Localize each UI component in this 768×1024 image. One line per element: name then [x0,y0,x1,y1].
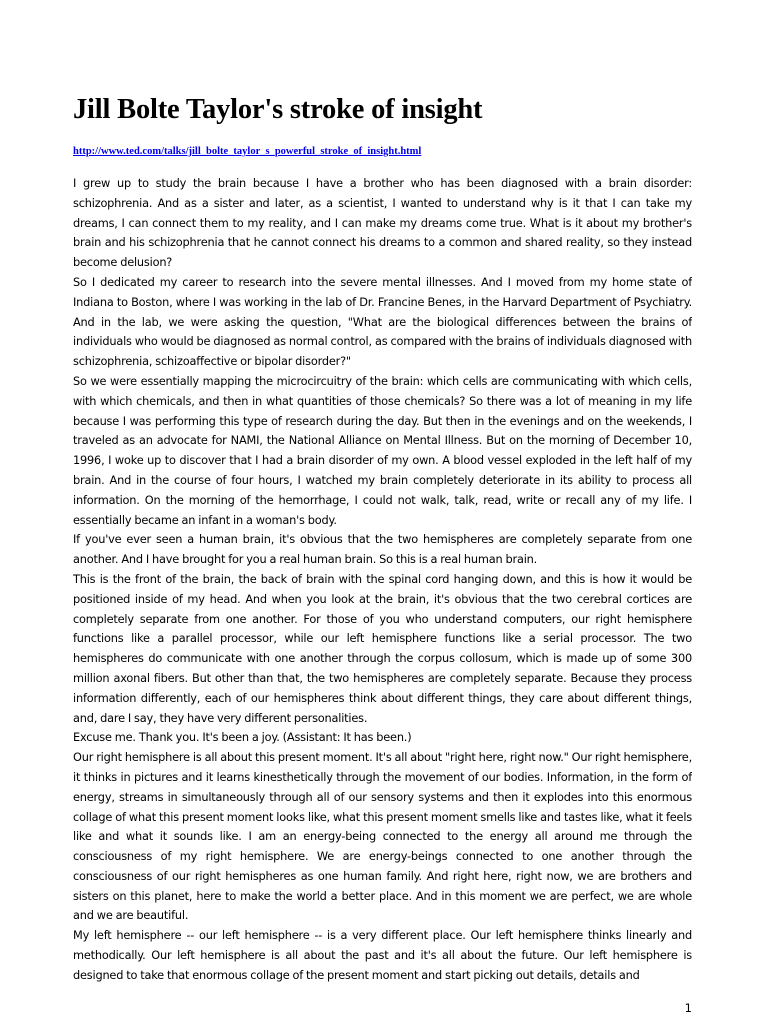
paragraph: Excuse me. Thank you. It's been a joy. (Assistant: It has been.) [73,730,412,745]
paragraph: If you've ever seen a human brain, it's obvious that the two hemispheres are completely separate from one another. And I have brought for you a real human brain. So this is a real human brain. [73,532,692,567]
document-title: Jill Bolte Taylor's stroke of insight [73,94,483,125]
paragraph: So we were essentially mapping the microcircuitry of the brain: which cells are communicating with which cells, with which chemicals, and then in what quantities of those chemicals? So there was a lot of meaning in my life because I was performing this type of research during the day. But then in the evenings and on the weekends, I traveled as an advocate for NAMI, the National Alliance on Mental Illness. But on the morning of December 10, 1996, I woke up to discover that I had a brain disorder of my own. A blood vessel exploded in the left half of my brain. And in the course of four hours, I watched my brain completely deteriorate in its ability to process all information. On the morning of the hemorrhage, I could not walk, talk, read, write or recall any of my life. I essentially became an infant in a woman's body. [73,373,692,527]
source-url-link[interactable]: http://www.ted.com/talks/jill_bolte_taylor_s_powerful_stroke_of_insight.html [73,146,422,157]
paragraph: My left hemisphere -- our left hemisphere -- is a very different place. Our left hemisphere thinks linearly and methodically. Our left hemisphere is all about the past and it's all about the future. Our left hemisphere is designed to take that enormous collage of the present moment and start picking out details, details and [73,928,692,982]
paragraph: This is the front of the brain, the back of brain with the spinal cord hanging down, and this is how it would be positioned inside of my head. And when you look at the brain, it's obvious that the two cerebral cortices are completely separate from one another. For those of you who understand computers, our right hemisphere functions like a parallel processor, while our left hemisphere functions like a serial processor. The two hemispheres do communicate with one another through the corpus collosum, which is made up of some 300 million axonal fibers. But other than that, the two hemispheres are completely separate. Because they process information differently, each of our hemispheres think about different things, they care about different things, and, dare I say, they have very different personalities. [73,571,692,725]
paragraph: So I dedicated my career to research into the severe mental illnesses. And I moved from my home state of Indiana to Boston, where I was working in the lab of Dr. Francine Benes, in the Harvard Department of Psychiatry. And in the lab, we were asking the question, "What are the biological differences between the brains of individuals who would be diagnosed as normal control, as compared with the brains of individuals diagnosed with schizophrenia, schizoaffective or bipolar disorder?" [73,274,692,369]
page-number: 1 [684,1001,692,1015]
paragraph: I grew up to study the brain because I have a brother who has been diagnosed with a brain disorder: schizophrenia. And as a sister and later, as a scientist, I wanted to understand why is it that I can take my dreams, I can connect them to my reality, and I can make my dreams come true. What is it about my brother's brain and his schizophrenia that he cannot connect his dreams to a common and shared reality, so they instead become delusion? [73,176,692,270]
document-body [73,174,692,989]
paragraph: Our right hemisphere is all about this present moment. It's all about "right here, right now." Our right hemisphere, it thinks in pictures and it learns kinesthetically through the movement of our bodies. Information, in the form of energy, streams in simultaneously through all of our sensory systems and then it explodes into this enormous collage of what this present moment looks like, what this present moment smells like and tastes like, what it feels like and what it sounds like. I am an energy-being connected to the energy all around me through the consciousness of my right hemisphere. We are energy-beings connected to one another through the consciousness of our right hemispheres as one human family. And right here, right now, we are brothers and sisters on this planet, here to make the world a better place. And in this moment we are perfect, we are whole and we are beautiful. [73,750,692,923]
